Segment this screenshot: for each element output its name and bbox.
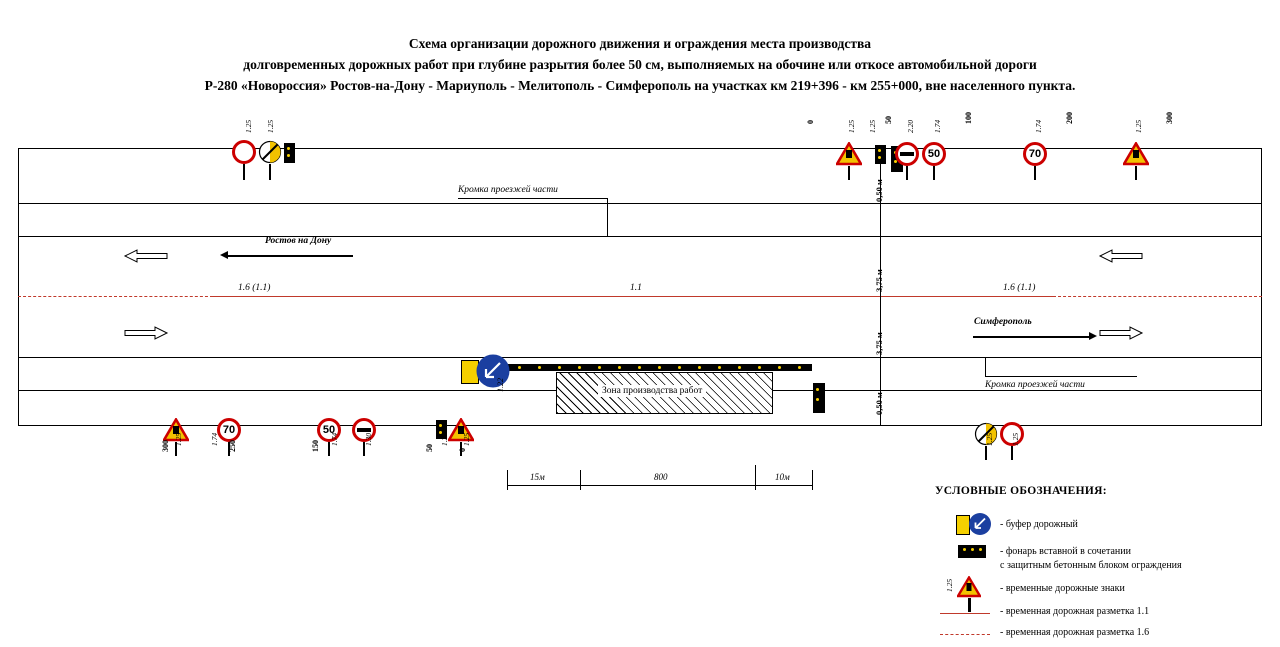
dim-tick-3 bbox=[755, 465, 756, 490]
dim-label-0: 15м bbox=[530, 472, 545, 482]
lamp-top-left bbox=[284, 143, 295, 163]
offset-bottom-1: 1.74 bbox=[210, 432, 219, 446]
offset-bottom-lamp: 1.25 bbox=[440, 432, 449, 446]
legend-item-marking-11: - временная дорожная разметка 1.1 bbox=[1000, 606, 1150, 617]
direction-label-right: Симферополь bbox=[974, 317, 1032, 327]
road-outer-bottom-edge bbox=[18, 425, 1262, 426]
offset-top-50: 1.74 bbox=[933, 119, 942, 133]
carriageway-edge-top bbox=[18, 236, 1262, 237]
legend-item-buffer: - буфер дорожный bbox=[1000, 519, 1078, 530]
direction-label-left: Ростов на Дону bbox=[265, 236, 332, 246]
edge-leader-bottom-v bbox=[985, 357, 986, 376]
dim-line-main bbox=[507, 485, 812, 486]
offset-bottom-2: 1.74 bbox=[330, 432, 339, 446]
speed-limit-value-70-bottom: 70 bbox=[217, 418, 241, 442]
edge-leader-bottom bbox=[985, 376, 1137, 377]
title-line-1: Схема организации дорожного движения и ограждения места производства bbox=[408, 36, 872, 51]
dist-bottom-50: 50 bbox=[425, 444, 434, 452]
dim-tick-1 bbox=[507, 470, 508, 490]
dist-top-200: 200 bbox=[1065, 112, 1074, 124]
marking-11-center bbox=[213, 296, 1053, 297]
dim-lane-top: 3,75 м bbox=[874, 269, 884, 292]
carriageway-edge-bottom bbox=[18, 357, 1262, 358]
offset-bottom-5: 1.25 bbox=[985, 432, 994, 446]
road-shoulder-line-top bbox=[18, 203, 1262, 204]
sign-top-end-restrictions[interactable] bbox=[258, 140, 282, 169]
speed-limit-value: 50 bbox=[922, 142, 946, 166]
sign-top-road-works[interactable] bbox=[836, 142, 862, 171]
road-outer-top-edge bbox=[18, 148, 1262, 149]
edge-leader-top bbox=[458, 198, 608, 199]
edge-label-top: Кромка проезжей части bbox=[458, 185, 558, 195]
hollow-arrow-left-top bbox=[123, 248, 169, 264]
marking-label-right: 1.6 (1.1) bbox=[1003, 283, 1036, 293]
offset-top-rw: 1.25 bbox=[847, 119, 856, 133]
legend-item-lamp-2: с защитным бетонным блоком ограждения bbox=[1000, 560, 1182, 571]
dim-label-1: 800 bbox=[654, 472, 668, 482]
lamp-top-center bbox=[875, 145, 886, 164]
work-zone-label: Зона производства работ bbox=[598, 385, 706, 397]
marking-16-left bbox=[18, 296, 213, 297]
offset-top-novertake: 2.20 bbox=[906, 119, 915, 133]
legend-sign-offset: 1.25 bbox=[945, 578, 954, 592]
dim-tick-4 bbox=[812, 470, 813, 490]
legend-item-marking-16: - временная дорожная разметка 1.6 bbox=[1000, 627, 1150, 638]
buffer-label: 1.22 bbox=[496, 378, 505, 392]
lamp-post-right bbox=[813, 383, 825, 413]
offset-top-2: 1.25 bbox=[266, 119, 275, 133]
dist-bottom-250: 250 bbox=[228, 440, 237, 452]
dist-bottom-0: 0 bbox=[458, 448, 467, 452]
edge-leader-top-v bbox=[607, 198, 608, 236]
legend-item-lamp: - фонарь вставной в сочетании bbox=[1000, 546, 1131, 557]
dim-shoulder-bottom: 0,50 м bbox=[874, 392, 884, 415]
dist-top-50: 50 bbox=[884, 116, 893, 124]
offset-top-lamp: 1.25 bbox=[868, 119, 877, 133]
legend-road-works-icon bbox=[957, 576, 981, 598]
dim-tick-2 bbox=[580, 470, 581, 490]
speed-limit-value-50-bottom: 50 bbox=[317, 418, 341, 442]
dist-top-0: 0 bbox=[806, 120, 815, 124]
offset-top-1: 1.25 bbox=[244, 119, 253, 133]
legend-marking-16-icon bbox=[940, 634, 990, 635]
road-left-cap bbox=[18, 148, 19, 425]
sign-top-no-overtaking[interactable] bbox=[895, 142, 919, 171]
offset-top-70: 1.74 bbox=[1034, 119, 1043, 133]
dim-shoulder-top: 0,50 м bbox=[874, 179, 884, 202]
legend-lamp-icon bbox=[958, 545, 986, 558]
road-right-cap bbox=[1261, 148, 1262, 425]
offset-bottom-4: 1.25 bbox=[462, 432, 471, 446]
legend-sign-post bbox=[968, 598, 971, 612]
dist-top-300: 300 bbox=[1165, 112, 1174, 124]
offset-bottom-6: 1.25 bbox=[1011, 432, 1020, 446]
offset-bottom-3: 1.30 bbox=[364, 432, 373, 446]
marking-label-left: 1.6 (1.1) bbox=[238, 283, 271, 293]
legend-item-temp-signs: - временные дорожные знаки bbox=[1000, 583, 1125, 594]
sign-top-road-works-2[interactable] bbox=[1123, 142, 1149, 171]
offset-top-rw2: 1.25 bbox=[1134, 119, 1143, 133]
marking-16-right bbox=[1053, 296, 1262, 297]
offset-bottom-0: 1.25 bbox=[174, 432, 183, 446]
dist-bottom-300: 300 bbox=[161, 440, 170, 452]
dist-top-100: 100 bbox=[964, 112, 973, 124]
legend-marking-11-icon bbox=[940, 613, 990, 614]
speed-limit-value-70: 70 bbox=[1023, 142, 1047, 166]
edge-label-bottom: Кромка проезжей части bbox=[985, 380, 1085, 390]
legend-title: УСЛОВНЫЕ ОБОЗНАЧЕНИЯ: bbox=[935, 485, 1107, 497]
legend-buffer-blue-icon bbox=[968, 512, 992, 536]
title-line-3: Р-280 «Новороссия» Ростов-на-Дону - Мариуполь - Мелитополь - Симферополь на участках км 219+396 - км 255+000, вне населенного пункта. bbox=[204, 78, 1076, 93]
dim-label-2: 10м bbox=[775, 472, 790, 482]
dist-bottom-150: 150 bbox=[311, 440, 320, 452]
dim-lane-bottom: 3,75 м bbox=[874, 332, 884, 355]
title-line-2: долговременных дорожных работ при глубине разрытия более 50 см, выполняемых на обочине или откосе автомобильной дороги bbox=[243, 57, 1037, 72]
hollow-arrow-right-bottom-left bbox=[123, 325, 169, 341]
road-works-triangle-icon bbox=[836, 142, 862, 166]
hollow-arrow-right-right bbox=[1098, 325, 1144, 341]
marking-label-center: 1.1 bbox=[630, 283, 642, 293]
hollow-arrow-left-right bbox=[1098, 248, 1144, 264]
